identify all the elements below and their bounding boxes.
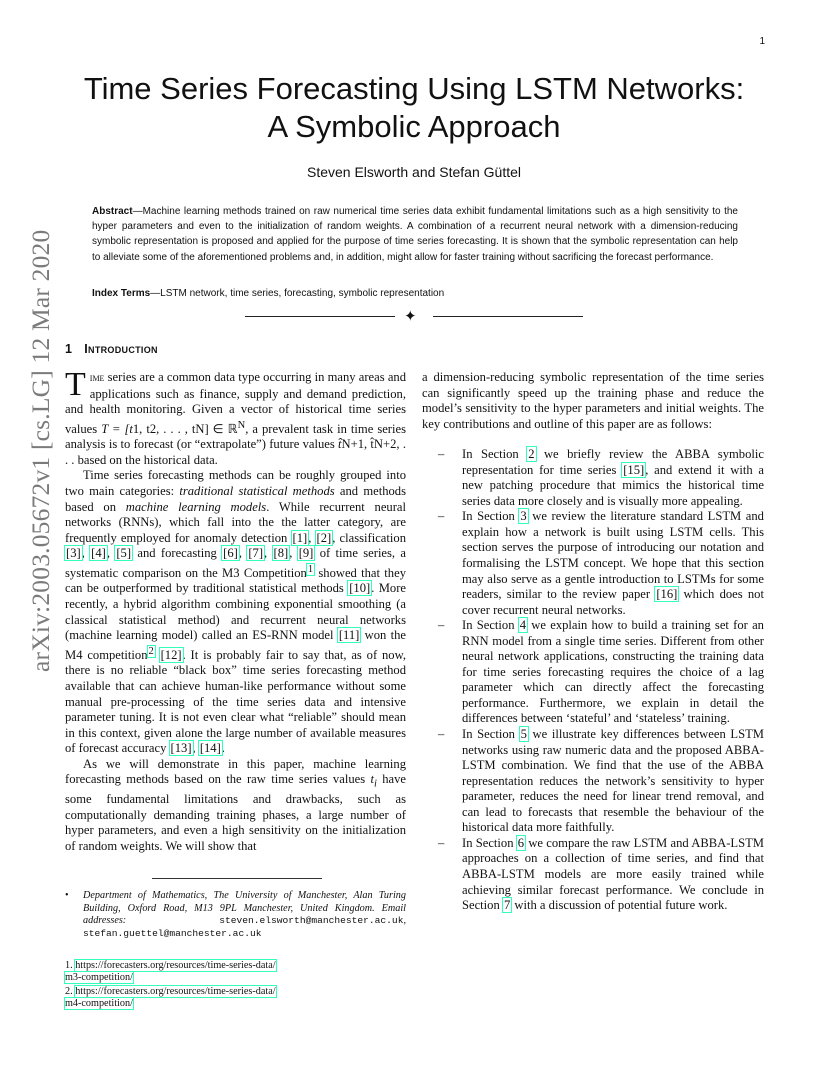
section-heading: [65, 342, 158, 356]
citation-link[interactable]: [3]: [66, 546, 81, 561]
footnote-number: 1.: [65, 960, 76, 971]
text-span: In Section: [462, 509, 520, 524]
abstract-text: —Machine learning methods trained on raw numerical time series data exhibit fundamental limitations such as a high sensitivity to the hyper parameters and even to the initialization of random weights. A combination of a recurrent neural network with a dimension-reducing symbolic representation is proposed and applied for the purpose of time series forecasting. It is shown that the symbolic representation can help to alleviate some of the aforementioned problems and, in addition, might allow for faster training without sacrificing the forecast performance.: [92, 206, 738, 263]
math-inline: t̂: [338, 437, 342, 452]
footnote-rule: [152, 878, 322, 879]
dash-icon: –: [438, 727, 445, 742]
dash-icon: –: [438, 509, 445, 524]
math-subscript: i: [373, 778, 377, 790]
text-span: Time series forecasting methods can be roughly grouped into two main categories:: [65, 468, 406, 499]
text-span: we explain how to build a training set for an RNN model from a single time series. Different from other neural network applications, constructing the training data for time series forecasting requires the choice of a lag parameter which can directly affect the forecasting performance. Furthermore, we explain in detail the differences between ‘stateful’ and ‘stateless’ training.: [462, 618, 764, 726]
dash-icon: –: [438, 447, 445, 462]
text-span: N+1, t̂N+2, . . . based on the historical data.: [65, 437, 406, 467]
math-inline: 1, t2, . . . , tN] ∈ ℝ: [132, 421, 238, 436]
text-span: [155, 648, 160, 662]
citation-link[interactable]: [14]: [199, 741, 221, 756]
footnote-url[interactable]: https://forecasters.org/resources/time-series-data/: [75, 986, 276, 997]
emphasis: traditional statistical methods: [179, 484, 335, 499]
section-link[interactable]: 5: [520, 727, 527, 742]
text-span: In Section: [462, 618, 519, 633]
text-span: ,: [289, 546, 298, 561]
text-span: have some fundamental limitations and drawbacks, such as computationally demanding training phases, a large number of hyper parameters, and even a high sensitivity on the initialization of random weights. We will show that: [65, 772, 406, 853]
text-span: As we will demonstrate in this paper, machine learning forecasting methods based on the raw time series values: [65, 756, 406, 787]
intro-paragraph-2: [65, 468, 406, 756]
list-item: [422, 447, 764, 509]
text-span: , a prevalent task in time series analysis is to forecast (or “extrapolate”) future values: [65, 421, 406, 452]
diamond-star-icon: ✦: [404, 307, 417, 325]
citation-link[interactable]: [2]: [316, 530, 332, 545]
citation-link[interactable]: [16]: [656, 587, 678, 602]
citation-link[interactable]: [5]: [116, 546, 132, 561]
text-span: ,: [192, 741, 199, 756]
text-span: which does not cover recurrent neural networks.: [462, 587, 764, 617]
citation-link[interactable]: [9]: [298, 546, 314, 561]
section-separator: [245, 307, 583, 325]
index-terms-label: Index Terms: [92, 288, 151, 299]
footnote-url[interactable]: m3-competition/: [65, 972, 133, 984]
section-number: 1: [65, 342, 73, 356]
email-address[interactable]: stefan.guettel@manchester.ac.uk: [83, 927, 262, 939]
footnote-url[interactable]: m4-competition/: [65, 998, 133, 1010]
citation-link[interactable]: [15]: [623, 462, 645, 477]
citation-link[interactable]: [12]: [160, 647, 182, 662]
small-caps-word: ime: [89, 372, 105, 384]
emphasis: machine learning models: [125, 499, 267, 514]
text-span: In Section: [462, 835, 517, 850]
dash-icon: –: [438, 835, 445, 850]
citation-link[interactable]: [4]: [91, 546, 106, 561]
title-line-1: Time Series Forecasting Using LSTM Networks:: [83, 71, 745, 106]
text-span: with a discussion of potential future work.: [511, 898, 728, 913]
math-inline: T = [t: [101, 421, 133, 436]
right-column: [422, 370, 764, 914]
paper-title: [0, 70, 828, 146]
text-span: and forecasting: [132, 546, 223, 561]
section-link[interactable]: 3: [520, 509, 527, 524]
page-number: 1: [759, 36, 765, 47]
footnote-number: 2.: [65, 986, 76, 997]
text-span: we illustrate key differences between LSTM networks using raw numeric data and the proposed ABBA-LSTM combination. We find that the use of the ABBA representation reduces the network’s sensitivity to hyper parameter, reduces the need for linear trend removal, and can lead to forecasts that resemble the behaviour of the historical data more faithfully.: [462, 727, 764, 835]
math-superscript: N: [237, 419, 246, 431]
text-span: . It is probably fair to say that, as of now, there is no reliable “black box” time series forecasting method available that can achieve human-like performance without some manual pre-processing of the time series data and intensive parameter tuning. It is not even clear what “reliable” should mean in this context, given alone the large number of available measures of forecast accuracy: [65, 647, 406, 756]
citation-link[interactable]: [13]: [170, 741, 192, 756]
text-span: showed that they can be outperformed by traditional statistical methods: [65, 565, 406, 596]
math-inline: t: [370, 772, 374, 787]
arxiv-stamp: arXiv:2003.05672v1 [cs.LG] 12 Mar 2020: [26, 229, 55, 672]
text-span: of time series, a systematic comparison on the M3 Competition: [65, 546, 407, 580]
text-span: ,: [106, 546, 116, 561]
index-terms-text: —LSTM network, time series, forecasting, symbolic representation: [150, 288, 445, 299]
intro-paragraph-3: [65, 757, 406, 855]
text-span: In Section: [462, 727, 520, 742]
list-item: [422, 509, 764, 618]
footnote-link[interactable]: 1: [307, 563, 314, 575]
section-title: Introduction: [84, 342, 158, 356]
drop-cap: T: [65, 366, 86, 403]
text-span: ,: [264, 546, 273, 561]
citation-link[interactable]: [8]: [273, 546, 289, 561]
text-span: .: [221, 741, 225, 756]
text-span: and methods based on: [65, 484, 406, 514]
footnote-url[interactable]: https://forecasters.org/resources/time-series-data/: [75, 960, 276, 971]
bullet-icon: •: [65, 890, 69, 901]
citation-link[interactable]: [7]: [248, 546, 264, 561]
authors: Steven Elsworth and Stefan Güttel: [306, 164, 521, 180]
separator-line-right: [433, 316, 583, 317]
section-link[interactable]: 4: [519, 618, 527, 633]
citation-link[interactable]: [11]: [338, 628, 360, 643]
index-terms: [92, 288, 738, 299]
contributions-list: [422, 447, 764, 913]
text-span: ,: [403, 915, 406, 926]
text-span: ,: [81, 546, 91, 561]
text-span: In Section: [462, 447, 528, 462]
text-span: won the M4 competition: [65, 628, 407, 662]
text-span: . While recurrent neural networks (RNNs), which fall into the the latter category, are frequently employed for anomaly detection: [65, 499, 406, 545]
affiliation-text: Department of Mathematics, The University of Manchester, Alan Turing Building, Oxford Road, M13 9PL Manchester, United Kingdom. Email addresses:: [83, 890, 406, 926]
list-item: [422, 618, 764, 727]
citation-link[interactable]: [6]: [223, 546, 238, 561]
email-address[interactable]: steven.elsworth@manchester.ac.uk: [219, 915, 404, 926]
intro-paragraph-1: [65, 366, 406, 468]
outline-intro: a dimension-reducing symbolic representation of the time series can significantly speed up the training phase and reduce the model’s sensitivity to the hyper parameters and initial weights. The key contributions and outline of this paper are as follows:: [422, 370, 764, 431]
section-link[interactable]: 6: [517, 835, 525, 850]
dash-icon: –: [438, 618, 445, 633]
abstract: [92, 204, 738, 265]
abstract-label: Abstract: [92, 206, 133, 217]
text-span: we review the literature standard LSTM and explain how a network is built using LSTM cells. This section serves the purpose of introducing our notation and formalising the LSTM concept. We hope that this section may also serve as a gentle introduction to LSTMs for some readers, similar to the review paper: [462, 509, 764, 602]
citation-link[interactable]: [10]: [349, 581, 371, 596]
text-span: series are a common data type occurring in many areas and applications such as finance, supply and demand prediction, and health monitoring. Given a vector of historical time series values: [65, 370, 406, 436]
section-link[interactable]: 2: [528, 447, 535, 462]
footnote-1: [65, 960, 406, 985]
footnote-link[interactable]: 2: [148, 645, 154, 657]
title-line-2: A Symbolic Approach: [267, 109, 561, 144]
text-span: ,: [238, 546, 248, 561]
footnote-2: [65, 986, 406, 1011]
list-item: [422, 727, 764, 836]
section-link[interactable]: 7: [503, 898, 511, 913]
citation-link[interactable]: [1]: [292, 530, 308, 545]
text-span: we compare the raw LSTM and ABBA-LSTM approaches on a collection of time series, and find that ABBA-LSTM models are more easily trained while achieving similar forecast performance. We conclude in Section: [462, 835, 764, 913]
list-item: [422, 836, 764, 914]
text-span: . More recently, a hybrid algorithm combining exponential smoothing (a classical statistical method) and recurrent neural networks (machine learning model) called an ES-RNN model: [65, 581, 406, 643]
separator-line-left: [245, 316, 395, 317]
text-span: , and extend it with a new patching procedure that mimics the historical time series data more closely and is visually more appealing.: [462, 462, 765, 508]
author-affiliation: [65, 890, 406, 940]
left-column: [65, 366, 407, 854]
text-span: we briefly review the ABBA symbolic representation for time series: [462, 447, 764, 477]
text-span: ,: [308, 530, 316, 545]
text-span: , classification: [332, 530, 406, 545]
